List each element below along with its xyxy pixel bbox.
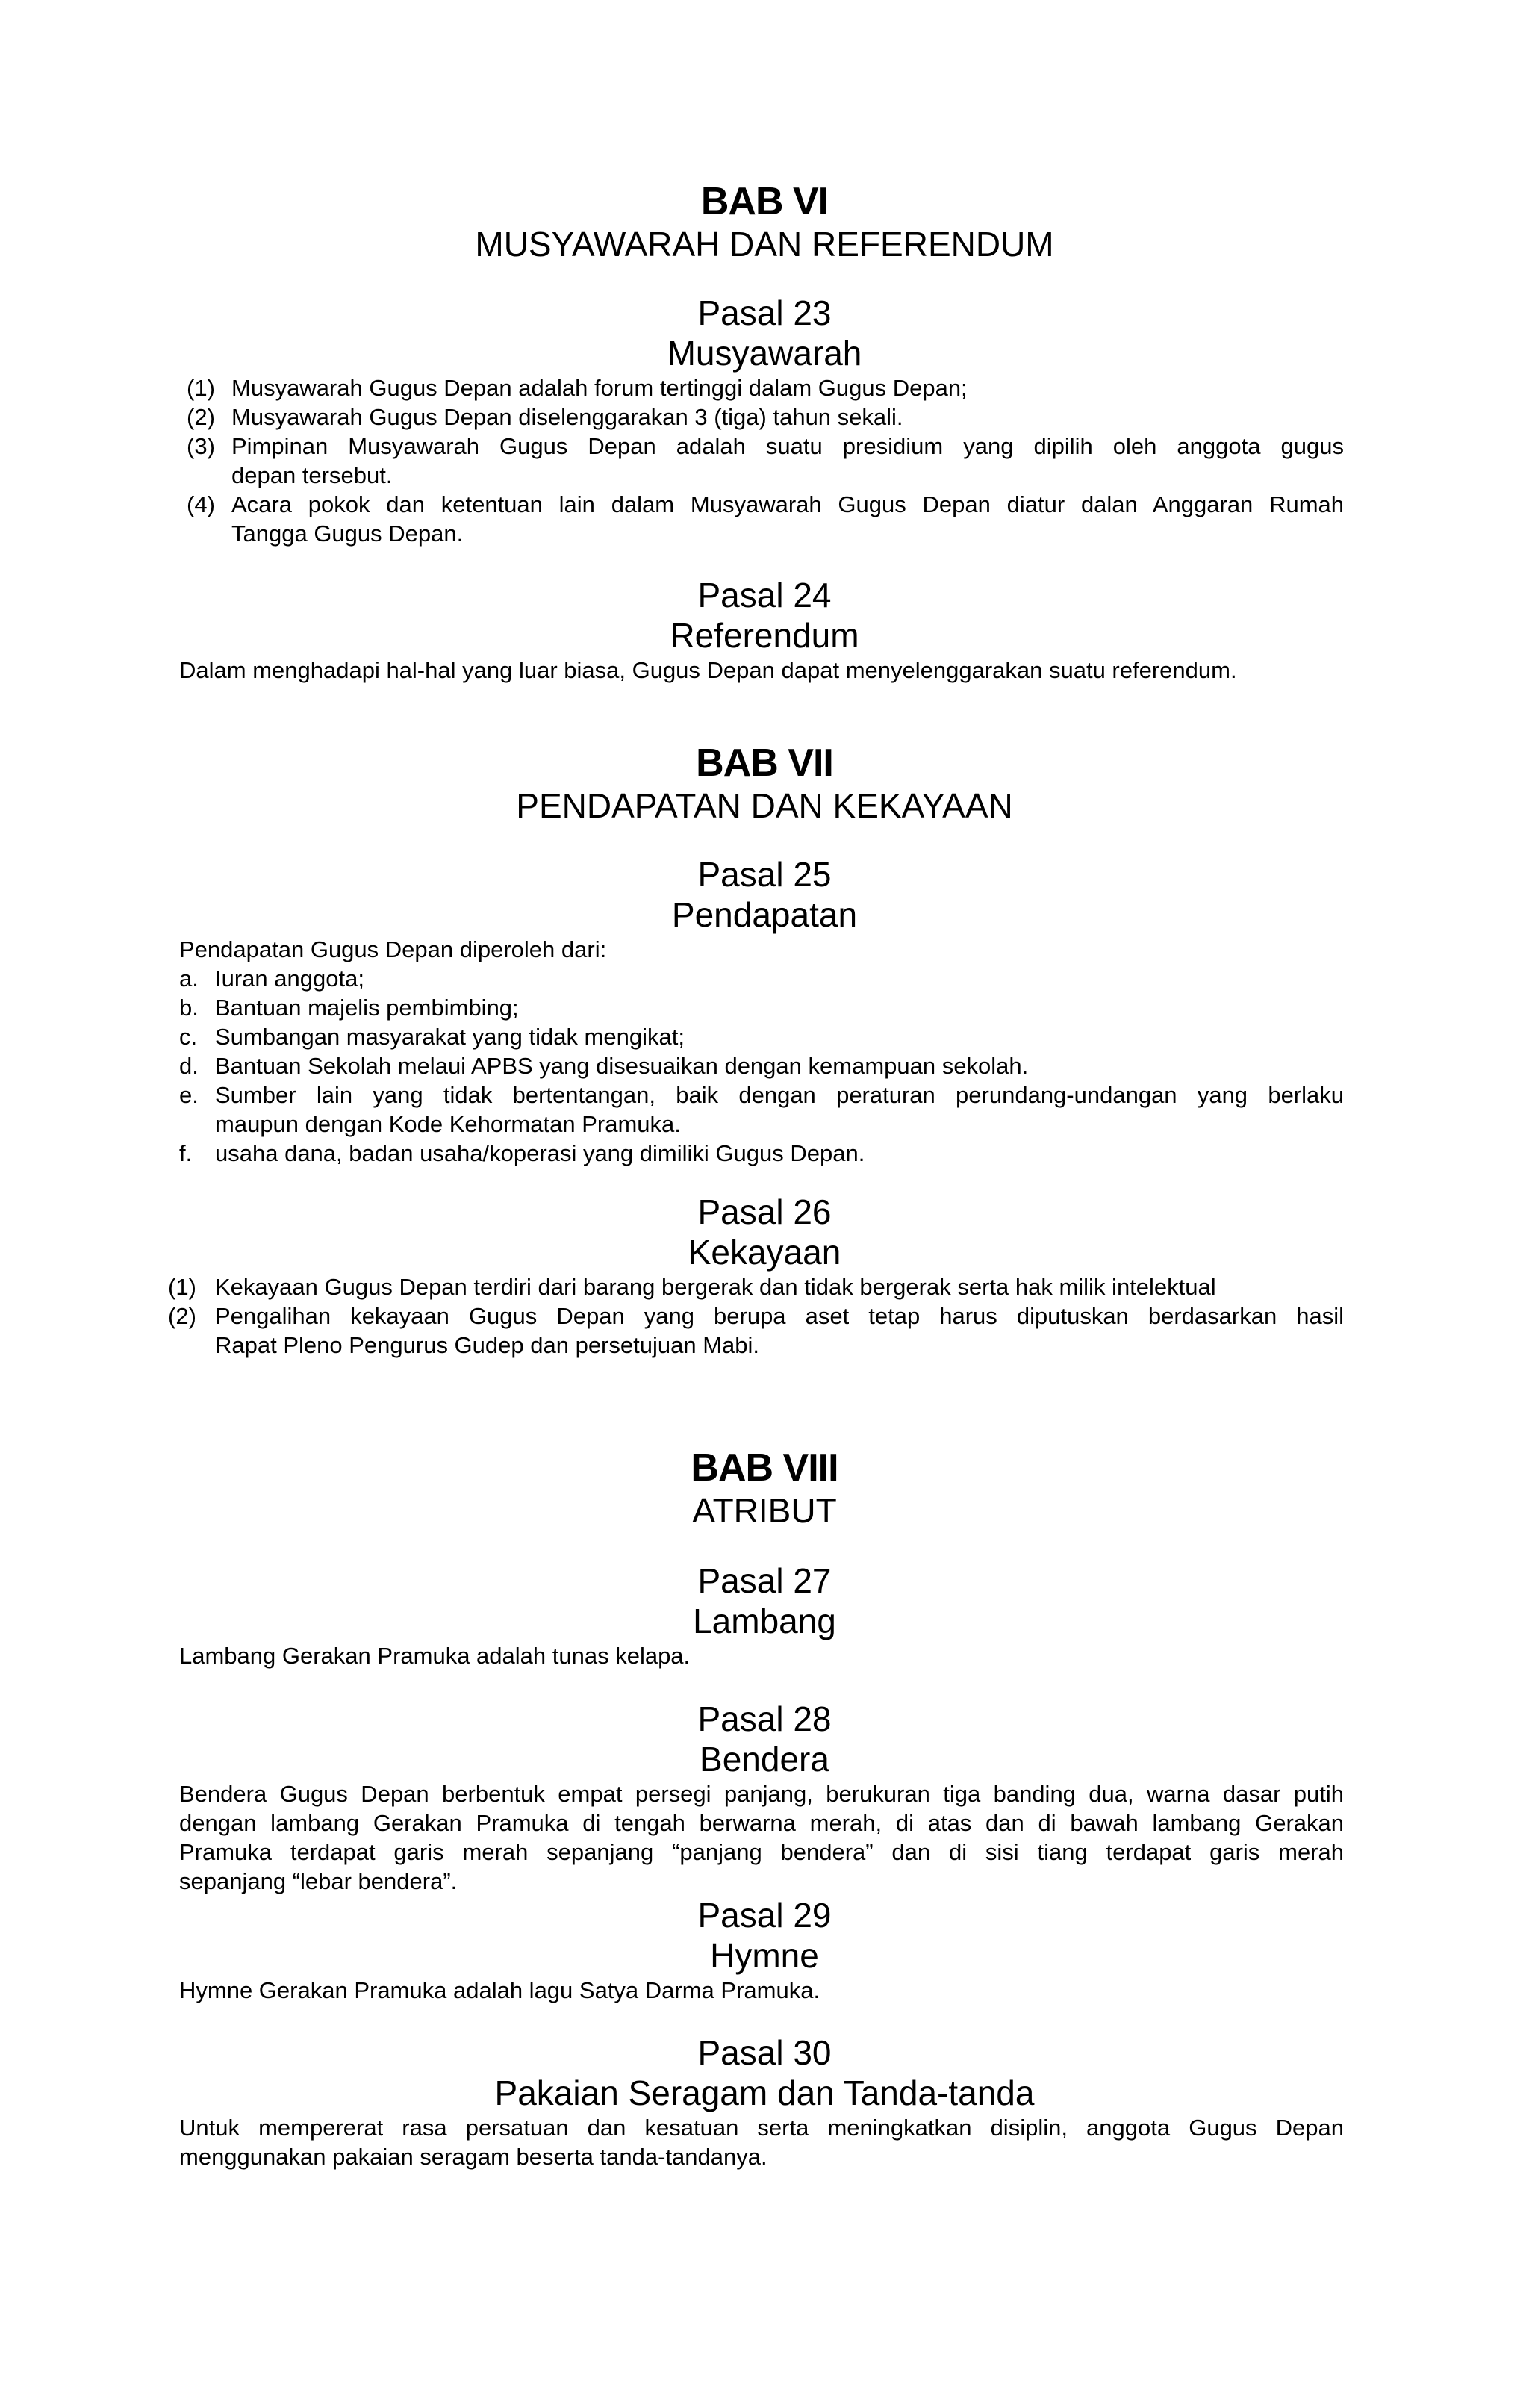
list-item-text: Iuran anggota; (215, 965, 364, 992)
article-title: Lambang (693, 1602, 836, 1640)
chapter-title: MUSYAWARAH DAN REFERENDUM (475, 225, 1054, 264)
list-item-text-continued: depan tersebut. (231, 462, 393, 488)
article-title: Kekayaan (688, 1233, 841, 1272)
list-item-text: Acara pokok dan ketentuan lain dalam Musyawarah Gugus Depan diatur dalan Anggaran Rumah (231, 491, 1344, 517)
list-item-number: (2) (187, 404, 215, 430)
paragraph: Lambang Gerakan Pramuka adalah tunas kelapa. (179, 1643, 691, 1669)
list-item-text: Bantuan majelis pembimbing; (215, 995, 519, 1021)
article-title: Pendapatan (671, 895, 858, 934)
article-title: Bendera (700, 1740, 829, 1779)
list-item-text-continued: Rapat Pleno Pengurus Gudep dan persetujuan Mabi. (215, 1332, 759, 1358)
list-item-text: Musyawarah Gugus Depan adalah forum tertinggi dalam Gugus Depan; (231, 375, 968, 401)
list-item-letter: e. (179, 1082, 199, 1108)
paragraph-line: Pramuka terdapat garis merah sepanjang “panjang bendera” dan di sisi tiang terdapat garis merah (179, 1839, 1344, 1865)
list-item-letter: c. (179, 1024, 198, 1050)
list-item-text: Bantuan Sekolah melaui APBS yang disesuaikan dengan kemampuan sekolah. (215, 1053, 1029, 1079)
paragraph-line: Bendera Gugus Depan berbentuk empat persegi panjang, berukuran tiga banding dua, warna dasar putih (179, 1781, 1344, 1807)
article-number: Pasal 24 (697, 576, 832, 615)
paragraph-intro: Pendapatan Gugus Depan diperoleh dari: (179, 936, 607, 962)
list-item-number: (3) (187, 433, 215, 459)
paragraph-line: sepanjang “lebar bendera”. (179, 1868, 458, 1894)
list-item-letter: b. (179, 995, 199, 1021)
list-item-text: Musyawarah Gugus Depan diselenggarakan 3 (tiga) tahun sekali. (231, 404, 903, 430)
list-item-text: Pengalihan kekayaan Gugus Depan yang berupa aset tetap harus diputuskan berdasarkan hasil (215, 1303, 1344, 1329)
paragraph: Hymne Gerakan Pramuka adalah lagu Satya Darma Pramuka. (179, 1977, 820, 2003)
chapter-label: BAB VII (696, 741, 833, 785)
list-item-letter: a. (179, 965, 199, 992)
chapter-title: PENDAPATAN DAN KEKAYAAN (516, 786, 1013, 825)
article-number: Pasal 29 (697, 1896, 832, 1935)
chapter-label: BAB VI (700, 180, 829, 223)
list-item-letter: d. (179, 1053, 199, 1079)
article-title: Pakaian Seragam dan Tanda-tanda (494, 2073, 1035, 2112)
paragraph-line: menggunakan pakaian seragam beserta tanda-tandanya. (179, 2144, 767, 2170)
article-title: Hymne (710, 1936, 819, 1975)
article-number: Pasal 27 (697, 1561, 832, 1600)
list-item-text: usaha dana, badan usaha/koperasi yang dimiliki Gugus Depan. (215, 1140, 865, 1166)
paragraph-line: Untuk mempererat rasa persatuan dan kesatuan serta meningkatkan disiplin, anggota Gugus Depan (179, 2115, 1344, 2141)
list-item-number: (1) (168, 1274, 196, 1300)
list-item-number: (2) (168, 1303, 196, 1329)
list-item-text: Pimpinan Musyawarah Gugus Depan adalah suatu presidium yang dipilih oleh anggota gugus (231, 433, 1344, 459)
list-item-number: (4) (187, 491, 215, 517)
paragraph: Dalam menghadapi hal-hal yang luar biasa, Gugus Depan dapat menyelenggarakan suatu referendum. (179, 657, 1237, 683)
article-number: Pasal 25 (697, 855, 832, 894)
article-number: Pasal 28 (697, 1699, 832, 1738)
chapter-title: ATRIBUT (692, 1491, 837, 1530)
list-item-text: Sumber lain yang tidak bertentangan, baik dengan peraturan perundang-undangan yang berlaku (215, 1082, 1344, 1108)
article-title: Referendum (670, 616, 859, 655)
article-number: Pasal 30 (697, 2033, 832, 2072)
list-item-text: Kekayaan Gugus Depan terdiri dari barang bergerak dan tidak bergerak serta hak milik intelektual (215, 1274, 1216, 1300)
paragraph-line: dengan lambang Gerakan Pramuka di tengah berwarna merah, di atas dan di bawah lambang Gerakan (179, 1810, 1344, 1836)
article-title: Musyawarah (667, 334, 862, 373)
list-item-text-continued: Tangga Gugus Depan. (231, 520, 464, 547)
list-item-letter: f. (179, 1140, 193, 1166)
list-item-number: (1) (187, 375, 215, 401)
list-item-text: Sumbangan masyarakat yang tidak mengikat; (215, 1024, 685, 1050)
list-item-text-continued: maupun dengan Kode Kehormatan Pramuka. (215, 1111, 681, 1137)
article-number: Pasal 26 (697, 1192, 832, 1231)
article-number: Pasal 23 (697, 293, 832, 332)
chapter-label: BAB VIII (691, 1446, 838, 1490)
